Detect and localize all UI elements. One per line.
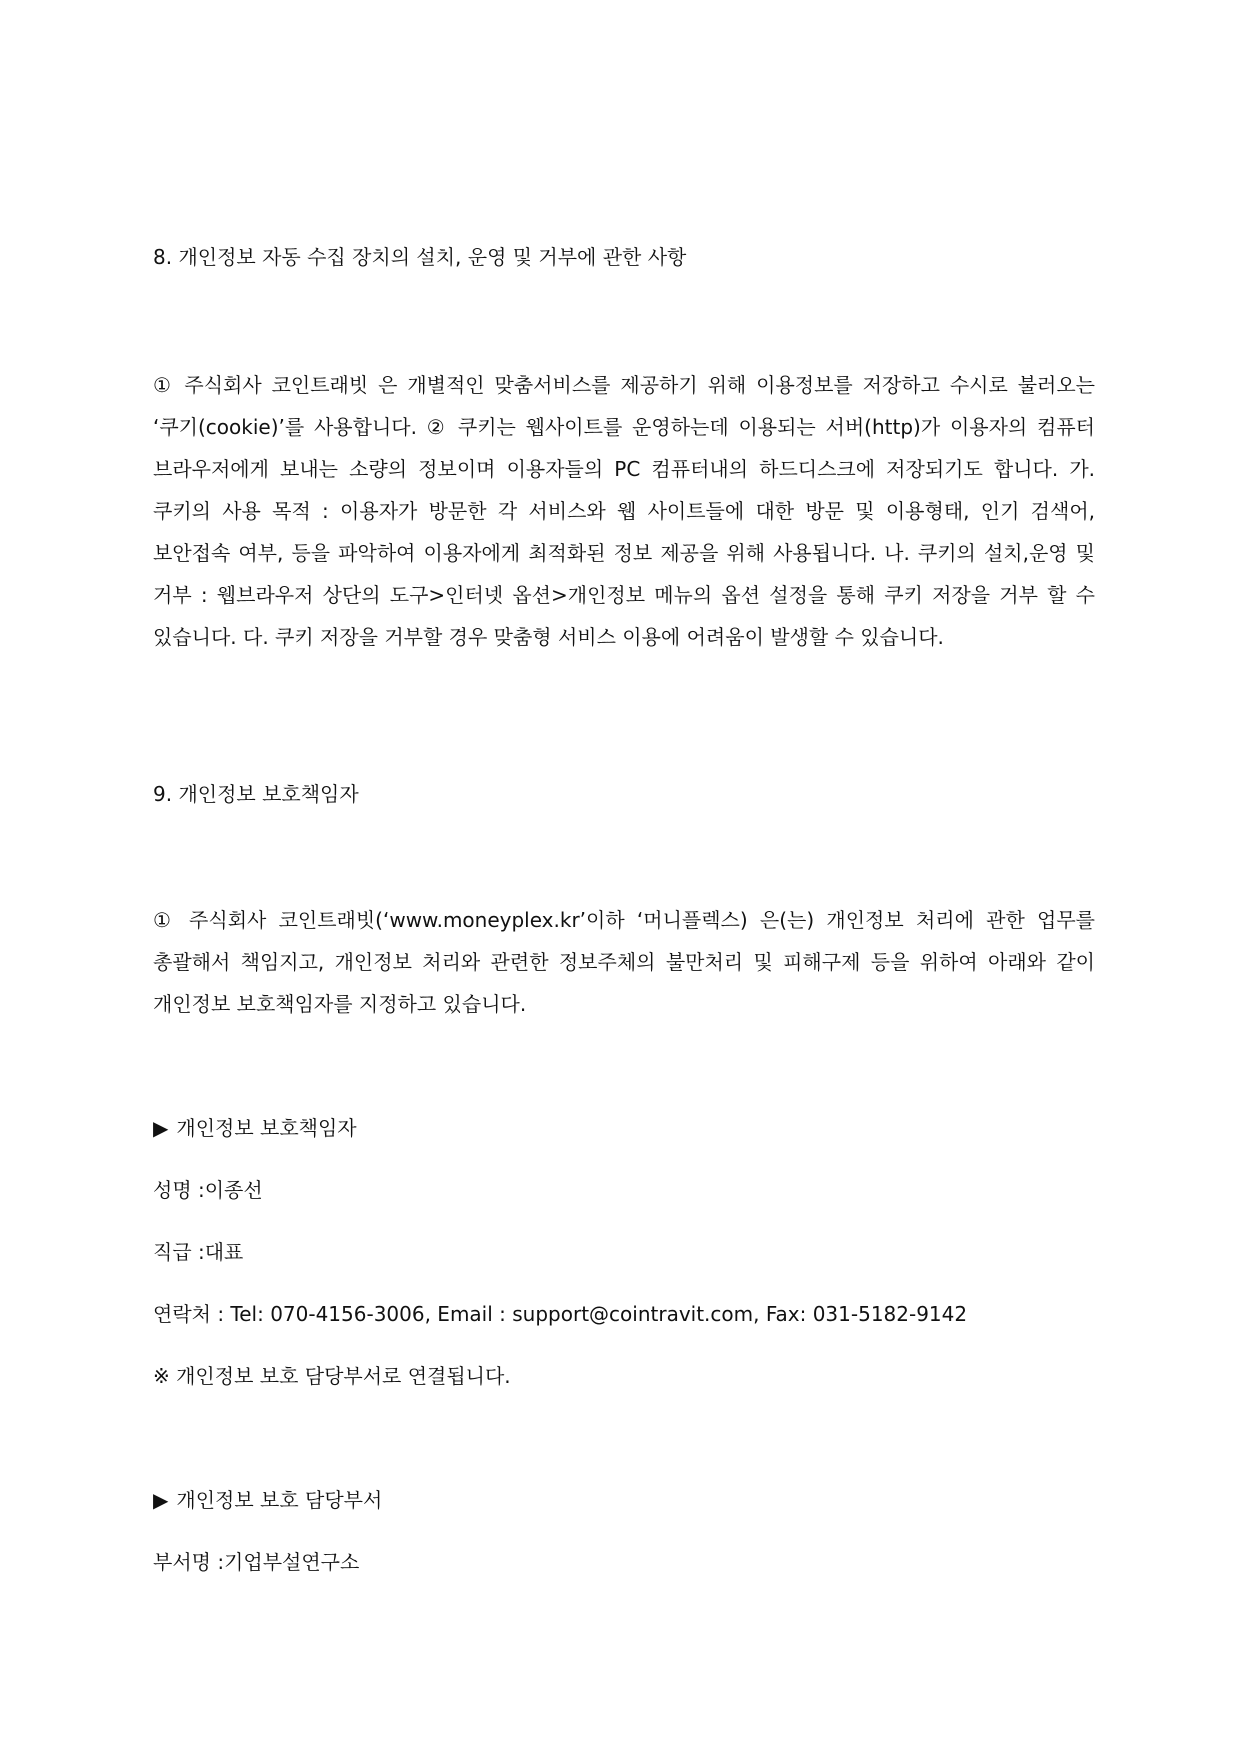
section-8-paragraph: ① 주식회사 코인트래빗 은 개별적인 맞춤서비스를 제공하기 위해 이용정보를 저장하고 수시로 불러오는 ‘쿠기(cookie)’를 사용합니다. ② 쿠키는 웹사이트를 운영하는데 이용되는 서버(http)가 이용자의 컴퓨터 브라우저에게 보내는 소량의 정보이며 이용자들의 PC 컴퓨터내의 하드디스크에 저장되기도 합니다. 가. 쿠키의 사용 목적 : 이용자가 방문한 각 서비스와 웹 사이트들에 대한 방문 및 이용형태, 인기 검색어, 보안접속 여부, 등을 파악하여 이용자에게 최적화된 정보 제공을 위해 사용됩니다. 나. 쿠키의 설치,운영 및 거부 : 웹브라우저 상단의 도구>인터넷 옵션>개인정보 메뉴의 옵션 설정을 통해 쿠키 저장을 거부 할 수 있습니다. 다. 쿠키 저장을 거부할 경우 맞춤형 서비스 이용에 어려움이 발생할 수 있습니다. xyxy=(153,373,1095,649)
officer-position: 직급 :대표 xyxy=(153,1240,244,1264)
department-heading-label: 개인정보 보호 담당부서 xyxy=(176,1488,383,1512)
triangle-bullet-icon: ▶ xyxy=(153,1116,169,1140)
section-9-title: 9. 개인정보 보호책임자 xyxy=(153,782,359,806)
section-9-paragraph: ① 주식회사 코인트래빗(‘www.moneyplex.kr’이하 ‘머니플렉스) 은(는) 개인정보 처리에 관한 업무를 총괄해서 책임지고, 개인정보 처리와 관련한 정보주체의 불만처리 및 피해구제 등을 위하여 아래와 같이 개인정보 보호책임자를 지정하고 있습니다. xyxy=(153,908,1095,1016)
officer-heading-label: 개인정보 보호책임자 xyxy=(176,1116,357,1140)
officer-note: ※ 개인정보 보호 담당부서로 연결됩니다. xyxy=(153,1364,511,1388)
officer-contact: 연락처 : Tel: 070-4156-3006, Email : support@cointravit.com, Fax: 031-5182-9142 xyxy=(153,1302,968,1326)
section-8-title: 8. 개인정보 자동 수집 장치의 설치, 운영 및 거부에 관한 사항 xyxy=(153,245,687,269)
officer-heading xyxy=(153,1107,357,1149)
department-name: 부서명 :기업부설연구소 xyxy=(153,1550,360,1574)
department-heading xyxy=(153,1479,382,1521)
triangle-bullet-icon: ▶ xyxy=(153,1488,169,1512)
officer-name: 성명 :이종선 xyxy=(153,1178,263,1202)
